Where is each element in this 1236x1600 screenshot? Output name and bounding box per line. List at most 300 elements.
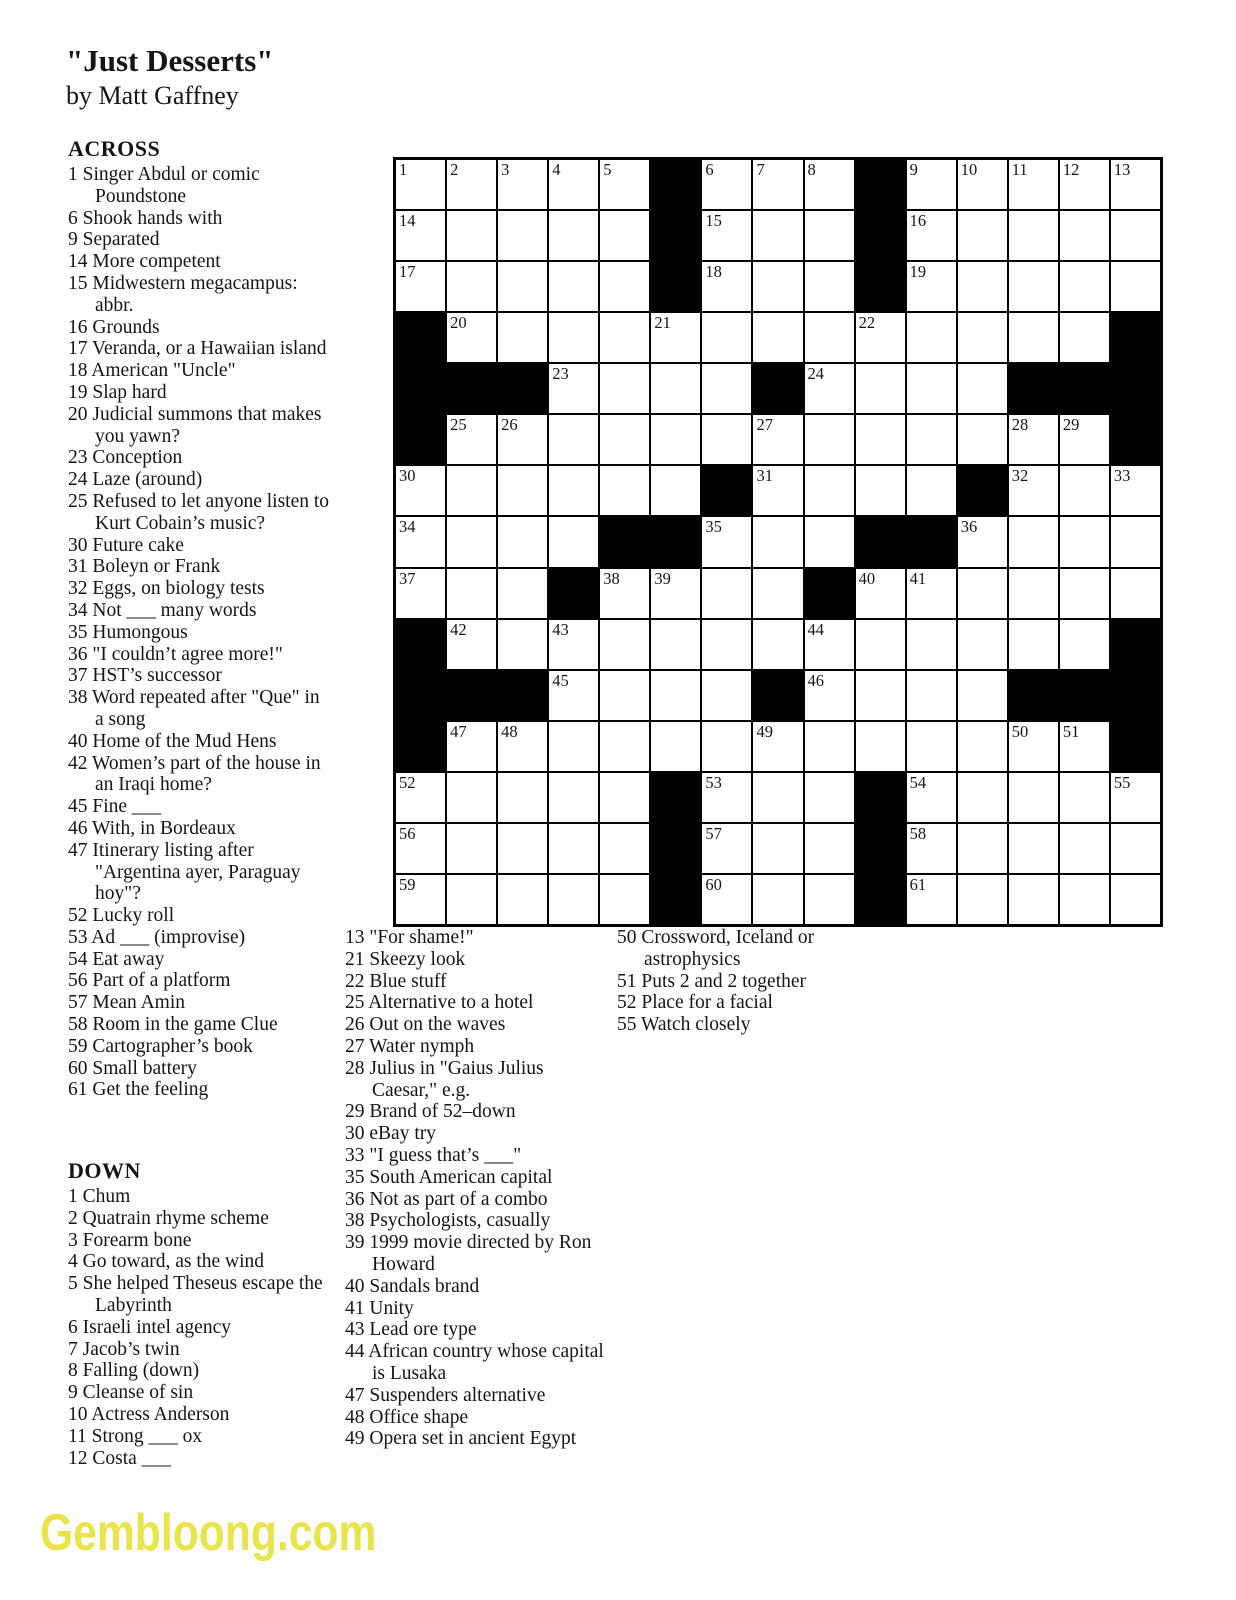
clue-text: Grounds bbox=[87, 316, 160, 338]
grid-cell-black bbox=[855, 516, 906, 567]
grid-cell[interactable] bbox=[548, 414, 599, 465]
grid-cell[interactable] bbox=[497, 823, 548, 874]
grid-cell[interactable] bbox=[1110, 874, 1161, 925]
grid-cell[interactable] bbox=[752, 414, 803, 465]
cell-number: 16 bbox=[909, 211, 927, 231]
cell-number: 12 bbox=[1062, 160, 1080, 179]
grid-cell[interactable] bbox=[1008, 619, 1059, 670]
grid-cell[interactable] bbox=[548, 210, 599, 261]
clue-text: Small battery bbox=[87, 1057, 197, 1079]
cell-number: 52 bbox=[399, 772, 416, 792]
grid-cell[interactable] bbox=[497, 874, 548, 925]
grid-cell[interactable] bbox=[804, 721, 855, 772]
grid-cell[interactable] bbox=[548, 312, 599, 363]
clue-number: 50 bbox=[617, 927, 637, 948]
grid-cell[interactable] bbox=[906, 465, 957, 516]
clue-text: Actress Anderson bbox=[87, 1403, 230, 1425]
grid-cell[interactable] bbox=[1008, 823, 1059, 874]
grid-cell[interactable] bbox=[446, 312, 497, 363]
grid-cell[interactable] bbox=[548, 670, 599, 721]
clue-text: Unity bbox=[364, 1297, 414, 1319]
clue-item bbox=[68, 360, 330, 382]
grid-cell[interactable] bbox=[395, 568, 446, 619]
clue-number: 21 bbox=[345, 948, 365, 970]
grid-cell[interactable] bbox=[1059, 772, 1110, 823]
grid-cell-black bbox=[446, 670, 497, 721]
grid-cell[interactable] bbox=[855, 670, 906, 721]
grid-cell[interactable] bbox=[395, 261, 446, 312]
grid-cell[interactable] bbox=[804, 823, 855, 874]
grid-cell[interactable] bbox=[804, 619, 855, 670]
grid-cell[interactable] bbox=[906, 772, 957, 823]
grid-cell[interactable] bbox=[804, 363, 855, 414]
clue-item bbox=[68, 992, 330, 1014]
grid-cell[interactable] bbox=[957, 874, 1008, 925]
clue-item bbox=[68, 1448, 330, 1470]
grid-cell-black bbox=[855, 823, 906, 874]
grid-cell[interactable] bbox=[957, 670, 1008, 721]
grid-cell[interactable] bbox=[1059, 210, 1110, 261]
grid-cell[interactable] bbox=[548, 874, 599, 925]
grid-cell[interactable] bbox=[497, 568, 548, 619]
grid-cell[interactable] bbox=[701, 721, 752, 772]
grid-cell[interactable] bbox=[701, 414, 752, 465]
cell-number: 47 bbox=[450, 721, 467, 741]
clue-item bbox=[68, 556, 330, 578]
clue-item bbox=[345, 1189, 607, 1211]
grid-cell[interactable] bbox=[395, 516, 446, 567]
clue-text: Midwestern megacampus: abbr. bbox=[87, 272, 298, 316]
clue-text: Cartographer’s book bbox=[87, 1035, 253, 1057]
cell-number: 9 bbox=[909, 160, 918, 179]
grid-cell[interactable] bbox=[752, 159, 803, 210]
grid-cell[interactable] bbox=[855, 465, 906, 516]
grid-cell[interactable] bbox=[752, 619, 803, 670]
grid-cell[interactable] bbox=[497, 619, 548, 670]
grid-cell[interactable] bbox=[701, 568, 752, 619]
grid-cell[interactable] bbox=[446, 874, 497, 925]
grid-cell[interactable] bbox=[752, 465, 803, 516]
clue-number: 33 bbox=[345, 1144, 365, 1166]
grid-cell[interactable] bbox=[1008, 874, 1059, 925]
grid-cell[interactable] bbox=[1059, 516, 1110, 567]
clue-item bbox=[68, 1186, 330, 1208]
grid-cell[interactable] bbox=[548, 261, 599, 312]
clue-item bbox=[345, 1319, 607, 1341]
grid-cell[interactable] bbox=[497, 465, 548, 516]
grid-cell-black bbox=[906, 516, 957, 567]
grid-cell[interactable] bbox=[548, 619, 599, 670]
grid-cell-black bbox=[395, 363, 446, 414]
clue-item bbox=[68, 753, 330, 797]
grid-cell[interactable] bbox=[752, 721, 803, 772]
grid-cell[interactable] bbox=[906, 312, 957, 363]
grid-cell[interactable] bbox=[599, 312, 650, 363]
grid-cell[interactable] bbox=[1008, 159, 1059, 210]
grid-cell[interactable] bbox=[906, 159, 957, 210]
grid-cell[interactable] bbox=[1008, 568, 1059, 619]
clue-text: Judicial summons that makes you yawn? bbox=[87, 403, 322, 447]
grid-cell[interactable] bbox=[906, 619, 957, 670]
clue-item bbox=[68, 927, 330, 949]
grid-cell[interactable] bbox=[804, 312, 855, 363]
clue-item bbox=[345, 1210, 607, 1232]
grid-cell[interactable] bbox=[548, 159, 599, 210]
cell-number: 35 bbox=[705, 517, 722, 537]
grid-cell[interactable] bbox=[957, 414, 1008, 465]
grid-cell[interactable] bbox=[599, 159, 650, 210]
grid-cell[interactable] bbox=[599, 568, 650, 619]
grid-cell-black bbox=[1110, 670, 1161, 721]
cell-number: 54 bbox=[909, 772, 927, 792]
grid-cell-black bbox=[855, 772, 906, 823]
grid-cell[interactable] bbox=[497, 210, 548, 261]
grid-cell[interactable] bbox=[650, 312, 701, 363]
grid-cell[interactable] bbox=[701, 210, 752, 261]
grid-cell[interactable] bbox=[446, 516, 497, 567]
clue-item bbox=[68, 665, 330, 687]
clue-text: Strong ___ ox bbox=[86, 1425, 203, 1447]
grid-cell[interactable] bbox=[395, 772, 446, 823]
grid-cell-black bbox=[650, 516, 701, 567]
grid-cell[interactable] bbox=[1059, 823, 1110, 874]
grid-cell[interactable] bbox=[752, 823, 803, 874]
clue-number: 47 bbox=[345, 1384, 365, 1406]
grid-cell[interactable] bbox=[906, 568, 957, 619]
clue-number: 8 bbox=[68, 1360, 78, 1382]
grid-cell[interactable] bbox=[906, 823, 957, 874]
grid-cell[interactable] bbox=[855, 619, 906, 670]
grid-cell[interactable] bbox=[1110, 772, 1161, 823]
grid-cell[interactable] bbox=[1059, 312, 1110, 363]
grid-cell[interactable] bbox=[957, 363, 1008, 414]
grid-cell[interactable] bbox=[906, 670, 957, 721]
clue-item bbox=[617, 927, 885, 971]
grid-cell[interactable] bbox=[1059, 414, 1110, 465]
grid-cell[interactable] bbox=[701, 874, 752, 925]
grid-cell[interactable] bbox=[855, 414, 906, 465]
grid-cell[interactable] bbox=[1110, 159, 1161, 210]
cell-number: 2 bbox=[450, 160, 459, 179]
clue-text: Women’s part of the house in an Iraqi home? bbox=[87, 752, 321, 796]
grid-cell[interactable] bbox=[804, 261, 855, 312]
cell-number: 27 bbox=[756, 415, 773, 435]
grid-cell[interactable] bbox=[446, 823, 497, 874]
grid-cell[interactable] bbox=[752, 516, 803, 567]
cell-number: 6 bbox=[705, 160, 714, 179]
grid-cell[interactable] bbox=[548, 465, 599, 516]
grid-cell-black bbox=[599, 516, 650, 567]
grid-cell[interactable] bbox=[906, 721, 957, 772]
grid-cell[interactable] bbox=[1008, 312, 1059, 363]
clue-item bbox=[68, 644, 330, 666]
clue-item bbox=[68, 1230, 330, 1252]
clue-item bbox=[68, 469, 330, 491]
grid-cell[interactable] bbox=[650, 363, 701, 414]
grid-cell[interactable] bbox=[1059, 159, 1110, 210]
grid-cell-black bbox=[855, 159, 906, 210]
grid-cell[interactable] bbox=[1110, 516, 1161, 567]
grid-cell[interactable] bbox=[701, 261, 752, 312]
grid-cell[interactable] bbox=[548, 363, 599, 414]
grid-cell-black bbox=[804, 568, 855, 619]
grid-cell[interactable] bbox=[548, 772, 599, 823]
clue-text: Lead ore type bbox=[364, 1319, 477, 1341]
clue-number: 40 bbox=[345, 1275, 365, 1297]
clue-item bbox=[68, 600, 330, 622]
grid-cell[interactable] bbox=[599, 363, 650, 414]
clue-number: 5 bbox=[68, 1273, 78, 1295]
grid-cell[interactable] bbox=[957, 312, 1008, 363]
clue-item bbox=[68, 1360, 330, 1382]
grid-cell[interactable] bbox=[1008, 772, 1059, 823]
clue-item bbox=[68, 970, 330, 992]
grid-cell[interactable] bbox=[701, 312, 752, 363]
clue-text: Chum bbox=[77, 1186, 131, 1207]
grid-cell[interactable] bbox=[1008, 414, 1059, 465]
clue-item bbox=[68, 687, 330, 731]
clue-number: 59 bbox=[68, 1035, 88, 1057]
grid-cell[interactable] bbox=[957, 823, 1008, 874]
clue-number: 53 bbox=[68, 926, 88, 948]
grid-cell[interactable] bbox=[446, 721, 497, 772]
grid-cell[interactable] bbox=[957, 619, 1008, 670]
clue-text: Puts 2 and 2 together bbox=[636, 970, 807, 992]
grid-cell[interactable] bbox=[395, 823, 446, 874]
cell-number: 11 bbox=[1011, 160, 1028, 179]
grid-cell[interactable] bbox=[906, 261, 957, 312]
grid-cell[interactable] bbox=[446, 619, 497, 670]
grid-cell[interactable] bbox=[957, 721, 1008, 772]
grid-cell-black bbox=[752, 363, 803, 414]
cell-number: 48 bbox=[501, 721, 518, 741]
grid-cell[interactable] bbox=[497, 312, 548, 363]
grid-cell[interactable] bbox=[446, 772, 497, 823]
clue-item bbox=[345, 1123, 607, 1145]
grid-cell[interactable] bbox=[395, 874, 446, 925]
clue-number: 2 bbox=[68, 1207, 78, 1229]
grid-cell[interactable] bbox=[1008, 261, 1059, 312]
grid-cell[interactable] bbox=[599, 670, 650, 721]
grid-cell[interactable] bbox=[804, 414, 855, 465]
grid-cell[interactable] bbox=[650, 568, 701, 619]
grid-cell[interactable] bbox=[701, 363, 752, 414]
grid-cell[interactable] bbox=[497, 516, 548, 567]
grid-cell-black bbox=[855, 261, 906, 312]
grid-cell[interactable] bbox=[701, 619, 752, 670]
grid-cell[interactable] bbox=[1008, 516, 1059, 567]
clue-text: Not as part of a combo bbox=[364, 1188, 548, 1210]
grid-cell[interactable] bbox=[804, 516, 855, 567]
grid-cell[interactable] bbox=[599, 261, 650, 312]
grid-cell[interactable] bbox=[548, 823, 599, 874]
grid-cell[interactable] bbox=[446, 568, 497, 619]
grid-cell[interactable] bbox=[1110, 823, 1161, 874]
grid-cell[interactable] bbox=[497, 772, 548, 823]
grid-cell[interactable] bbox=[446, 210, 497, 261]
grid-cell-black bbox=[1008, 670, 1059, 721]
grid-cell[interactable] bbox=[957, 516, 1008, 567]
grid-cell[interactable] bbox=[804, 159, 855, 210]
grid-cell[interactable] bbox=[446, 465, 497, 516]
clue-number: 13 bbox=[345, 927, 365, 948]
grid-cell[interactable] bbox=[701, 823, 752, 874]
clue-text: "For shame!" bbox=[364, 927, 474, 948]
grid-cell[interactable] bbox=[1059, 465, 1110, 516]
clue-number: 26 bbox=[345, 1014, 365, 1036]
grid-cell[interactable] bbox=[855, 363, 906, 414]
clue-item bbox=[68, 164, 330, 208]
clue-item bbox=[68, 1036, 330, 1058]
clue-text: Room in the game Clue bbox=[87, 1014, 278, 1036]
grid-cell[interactable] bbox=[599, 823, 650, 874]
cell-number: 31 bbox=[756, 466, 773, 486]
grid-cell[interactable] bbox=[855, 568, 906, 619]
grid-cell[interactable] bbox=[650, 721, 701, 772]
grid-cell[interactable] bbox=[1059, 619, 1110, 670]
grid-cell[interactable] bbox=[752, 874, 803, 925]
grid-cell[interactable] bbox=[855, 312, 906, 363]
watermark: Gembloong.com bbox=[40, 1504, 377, 1562]
cell-number: 19 bbox=[909, 262, 927, 282]
grid-cell[interactable] bbox=[804, 210, 855, 261]
clue-number: 14 bbox=[68, 251, 88, 273]
cell-number: 22 bbox=[858, 313, 876, 333]
clue-item bbox=[68, 622, 330, 644]
grid-cell[interactable] bbox=[599, 772, 650, 823]
grid-cell[interactable] bbox=[906, 874, 957, 925]
grid-cell[interactable] bbox=[1059, 261, 1110, 312]
grid-cell[interactable] bbox=[906, 210, 957, 261]
clue-number: 28 bbox=[345, 1057, 365, 1079]
grid-cell[interactable] bbox=[395, 210, 446, 261]
grid-cell-black bbox=[752, 670, 803, 721]
clue-text: Future cake bbox=[87, 534, 184, 556]
clue-text: Not ___ many words bbox=[87, 599, 257, 621]
grid-cell[interactable] bbox=[497, 159, 548, 210]
cell-number: 58 bbox=[909, 823, 927, 843]
grid-cell[interactable] bbox=[701, 670, 752, 721]
clue-item bbox=[617, 1014, 885, 1036]
grid-cell[interactable] bbox=[906, 363, 957, 414]
clue-text: Shook hands with bbox=[77, 207, 223, 229]
grid-cell[interactable] bbox=[548, 721, 599, 772]
grid-cell-black bbox=[1110, 414, 1161, 465]
cell-number: 45 bbox=[552, 670, 569, 690]
clue-text: Watch closely bbox=[636, 1014, 751, 1036]
grid-cell[interactable] bbox=[1059, 568, 1110, 619]
clue-number: 9 bbox=[68, 1382, 78, 1404]
grid-cell[interactable] bbox=[599, 874, 650, 925]
grid-cell[interactable] bbox=[1059, 721, 1110, 772]
clue-text: Opera set in ancient Egypt bbox=[364, 1428, 577, 1450]
grid-cell[interactable] bbox=[599, 721, 650, 772]
grid-cell[interactable] bbox=[1059, 874, 1110, 925]
grid-cell[interactable] bbox=[752, 210, 803, 261]
clue-item bbox=[68, 447, 330, 469]
grid-cell[interactable] bbox=[804, 772, 855, 823]
clue-number: 39 bbox=[345, 1232, 365, 1254]
grid-cell[interactable] bbox=[446, 159, 497, 210]
grid-cell[interactable] bbox=[1110, 568, 1161, 619]
grid-cell[interactable] bbox=[395, 465, 446, 516]
grid-cell[interactable] bbox=[1110, 210, 1161, 261]
grid-cell[interactable] bbox=[804, 670, 855, 721]
grid-cell[interactable] bbox=[650, 619, 701, 670]
cell-number: 13 bbox=[1113, 160, 1131, 179]
clue-item bbox=[345, 1058, 607, 1102]
grid-cell[interactable] bbox=[1008, 721, 1059, 772]
clue-number: 23 bbox=[68, 447, 88, 469]
grid-cell[interactable] bbox=[957, 210, 1008, 261]
grid-cell[interactable] bbox=[497, 261, 548, 312]
grid-cell[interactable] bbox=[957, 261, 1008, 312]
grid-cell[interactable] bbox=[957, 159, 1008, 210]
clue-text: Alternative to a hotel bbox=[364, 992, 534, 1014]
clue-text: More competent bbox=[87, 251, 221, 273]
grid-cell[interactable] bbox=[497, 414, 548, 465]
clue-text: Julius in "Gaius Julius Caesar," e.g. bbox=[364, 1057, 544, 1101]
cell-number: 59 bbox=[399, 874, 416, 894]
grid-cell[interactable] bbox=[1008, 465, 1059, 516]
grid-cell[interactable] bbox=[701, 159, 752, 210]
grid-cell[interactable] bbox=[650, 465, 701, 516]
grid-cell[interactable] bbox=[701, 772, 752, 823]
grid-cell[interactable] bbox=[599, 619, 650, 670]
grid-cell[interactable] bbox=[804, 465, 855, 516]
cell-number: 37 bbox=[399, 568, 416, 588]
clue-item bbox=[68, 1382, 330, 1404]
grid-cell[interactable] bbox=[855, 721, 906, 772]
grid-cell[interactable] bbox=[957, 568, 1008, 619]
cell-number: 38 bbox=[603, 568, 620, 588]
grid-cell[interactable] bbox=[701, 516, 752, 567]
grid-cell-black bbox=[1059, 670, 1110, 721]
clue-number: 6 bbox=[68, 1316, 78, 1338]
grid-cell[interactable] bbox=[1008, 210, 1059, 261]
clue-number: 6 bbox=[68, 207, 78, 229]
grid-cell[interactable] bbox=[752, 312, 803, 363]
clue-number: 27 bbox=[345, 1035, 365, 1057]
grid-cell[interactable] bbox=[1110, 261, 1161, 312]
cell-number: 40 bbox=[858, 568, 876, 588]
grid-cell[interactable] bbox=[1110, 465, 1161, 516]
grid-cell[interactable] bbox=[446, 414, 497, 465]
clue-item bbox=[68, 949, 330, 971]
grid-cell-black bbox=[1110, 363, 1161, 414]
grid-cell-black bbox=[650, 261, 701, 312]
cell-number: 44 bbox=[807, 619, 825, 639]
grid-cell[interactable] bbox=[599, 414, 650, 465]
grid-cell[interactable] bbox=[497, 721, 548, 772]
grid-cell[interactable] bbox=[752, 261, 803, 312]
grid-cell[interactable] bbox=[599, 465, 650, 516]
grid-cell[interactable] bbox=[752, 772, 803, 823]
grid-cell[interactable] bbox=[650, 670, 701, 721]
grid-cell[interactable] bbox=[752, 568, 803, 619]
grid-cell[interactable] bbox=[957, 772, 1008, 823]
clue-number: 22 bbox=[345, 970, 365, 992]
title-block bbox=[66, 42, 273, 112]
grid-cell[interactable] bbox=[395, 159, 446, 210]
grid-cell[interactable] bbox=[599, 210, 650, 261]
clue-item bbox=[345, 1341, 607, 1385]
grid-cell[interactable] bbox=[446, 261, 497, 312]
grid-cell[interactable] bbox=[804, 874, 855, 925]
grid-cell[interactable] bbox=[548, 516, 599, 567]
grid-cell[interactable] bbox=[650, 414, 701, 465]
grid-cell[interactable] bbox=[906, 414, 957, 465]
